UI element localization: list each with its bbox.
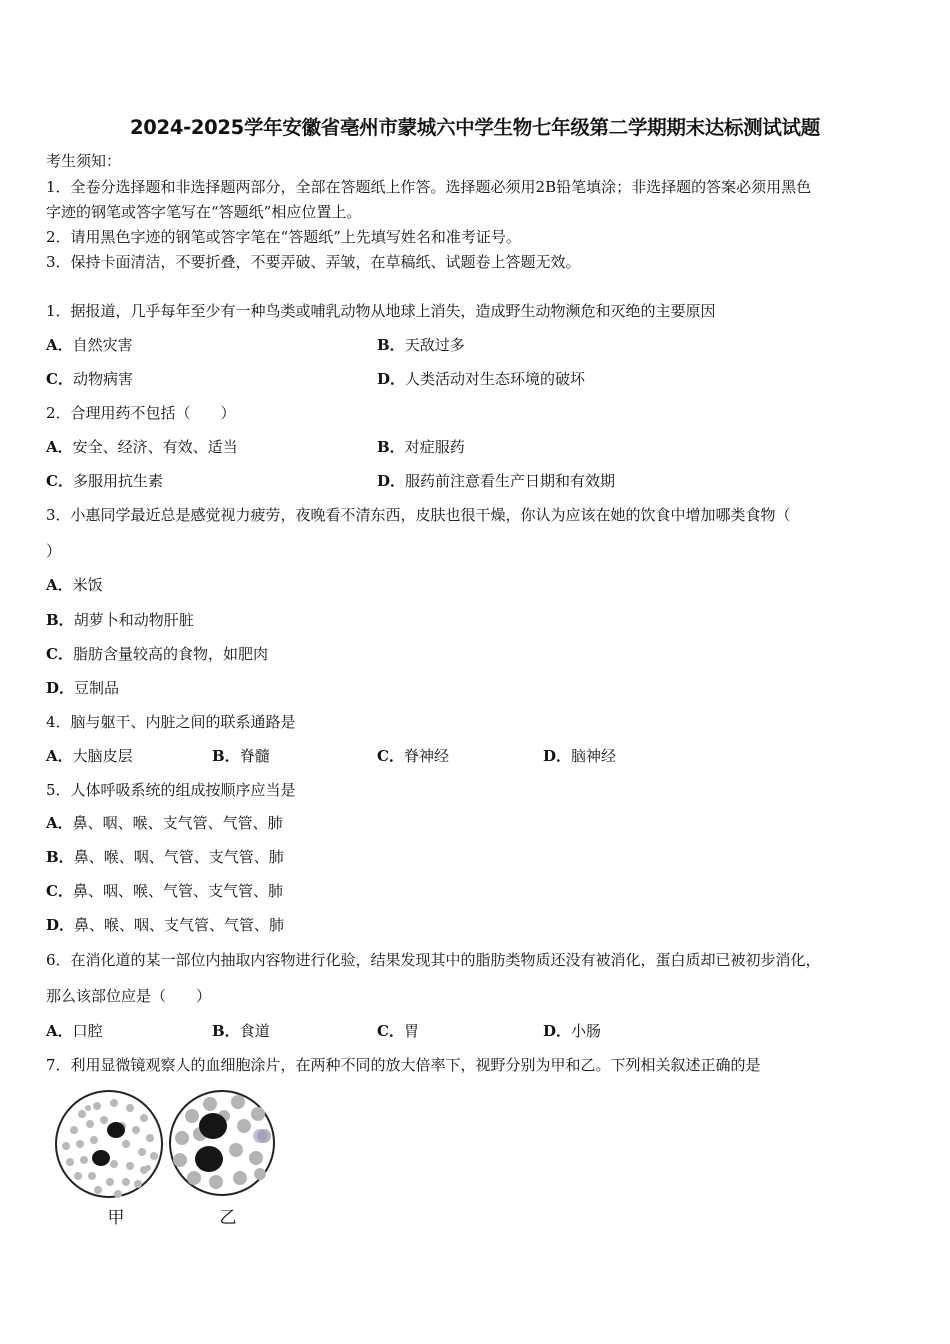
question-5-option-c[interactable]: C．鼻、咽、喉、气管、支气管、肺 (46, 882, 283, 900)
question-1-option-d[interactable]: D．人类活动对生态环境的破坏 (377, 370, 586, 388)
question-3-option-a[interactable]: A．米饭 (46, 576, 103, 594)
question-7-stem: 7．利用显微镜观察人的血细胞涂片，在两种不同的放大倍率下，视野分别为甲和乙。下列相关叙述正确的是 (46, 1056, 761, 1074)
question-2-option-a[interactable]: A．安全、经济、有效、适当 (46, 438, 238, 456)
question-6-stem-cont: 那么该部位应是（ ） (46, 987, 212, 1005)
notice-item-1-line-2: 字迹的钢笔或答字笔写在“答题纸”相应位置上。 (46, 203, 362, 221)
question-6-option-a[interactable]: A．口腔 (46, 1022, 103, 1040)
question-6-option-c[interactable]: C．胃 (377, 1022, 419, 1040)
question-4-option-b[interactable]: B．脊髓 (212, 747, 270, 765)
question-1-stem: 1．据报道，几乎每年至少有一种鸟类或哺乳动物从地球上消失，造成野生动物濒危和灭绝的主要原因 (46, 302, 716, 320)
question-5-option-b[interactable]: B．鼻、喉、咽、气管、支气管、肺 (46, 848, 284, 866)
question-4-option-c[interactable]: C．脊神经 (377, 747, 449, 765)
question-1-option-b[interactable]: B．天敌过多 (377, 336, 465, 354)
blood-smear-figure (52, 1086, 282, 1231)
notice-item-3: 3．保持卡面清洁，不要折叠，不要弄破、弄皱，在草稿纸、试题卷上答题无效。 (46, 253, 581, 271)
notice-item-1-line-1: 1．全卷分选择题和非选择题两部分，全部在答题纸上作答。选择题必须用2B铅笔填涂；非选择题的答案必须用黑色 (46, 178, 812, 196)
blood-smear-svg (52, 1086, 282, 1231)
question-2-option-b[interactable]: B．对症服药 (377, 438, 465, 456)
view-jia-field (56, 1091, 162, 1198)
figure-label-jia: 甲 (107, 1208, 125, 1228)
question-5-option-a[interactable]: A．鼻、咽、喉、支气管、气管、肺 (46, 814, 283, 832)
question-6-stem: 6．在消化道的某一部位内抽取内容物进行化验，结果发现其中的脂肪类物质还没有被消化，蛋白质却已被初步消化， (46, 951, 821, 969)
figure-label-yi: 乙 (219, 1208, 237, 1228)
question-1-option-c[interactable]: C．动物病害 (46, 370, 133, 388)
view-yi-field (170, 1091, 274, 1195)
question-6-option-d[interactable]: D．小肠 (543, 1022, 602, 1040)
question-3-stem-cont: ） (46, 542, 62, 560)
notice-heading: 考生须知： (46, 152, 122, 170)
question-2-stem: 2．合理用药不包括（ ） (46, 404, 236, 422)
question-6-option-b[interactable]: B．食道 (212, 1022, 270, 1040)
question-3-option-b[interactable]: B．胡萝卜和动物肝脏 (46, 611, 194, 629)
question-4-stem: 4．脑与躯干、内脏之间的联系通路是 (46, 713, 296, 731)
question-2-option-c[interactable]: C．多服用抗生素 (46, 472, 163, 490)
question-4-option-d[interactable]: D．脑神经 (543, 747, 617, 765)
question-5-option-d[interactable]: D．鼻、喉、咽、支气管、气管、肺 (46, 916, 285, 934)
notice-item-2: 2．请用黑色字迹的钢笔或答字笔在“答题纸”上先填写姓名和准考证号。 (46, 228, 521, 246)
question-5-stem: 5．人体呼吸系统的组成按顺序应当是 (46, 781, 296, 799)
question-3-option-c[interactable]: C．脂肪含量较高的食物，如肥肉 (46, 645, 268, 663)
page-title: 2024-2025学年安徽省亳州市蒙城六中学生物七年级第二学期期末达标测试试题 (130, 116, 820, 139)
question-1-option-a[interactable]: A．自然灾害 (46, 336, 133, 354)
question-4-option-a[interactable]: A．大脑皮层 (46, 747, 133, 765)
question-3-stem: 3．小惠同学最近总是感觉视力疲劳，夜晚看不清东西，皮肤也很干燥，你认为应该在她的饮食中增加哪类食物（ (46, 506, 791, 524)
question-2-option-d[interactable]: D．服药前注意看生产日期和有效期 (377, 472, 616, 490)
question-3-option-d[interactable]: D．豆制品 (46, 679, 120, 697)
